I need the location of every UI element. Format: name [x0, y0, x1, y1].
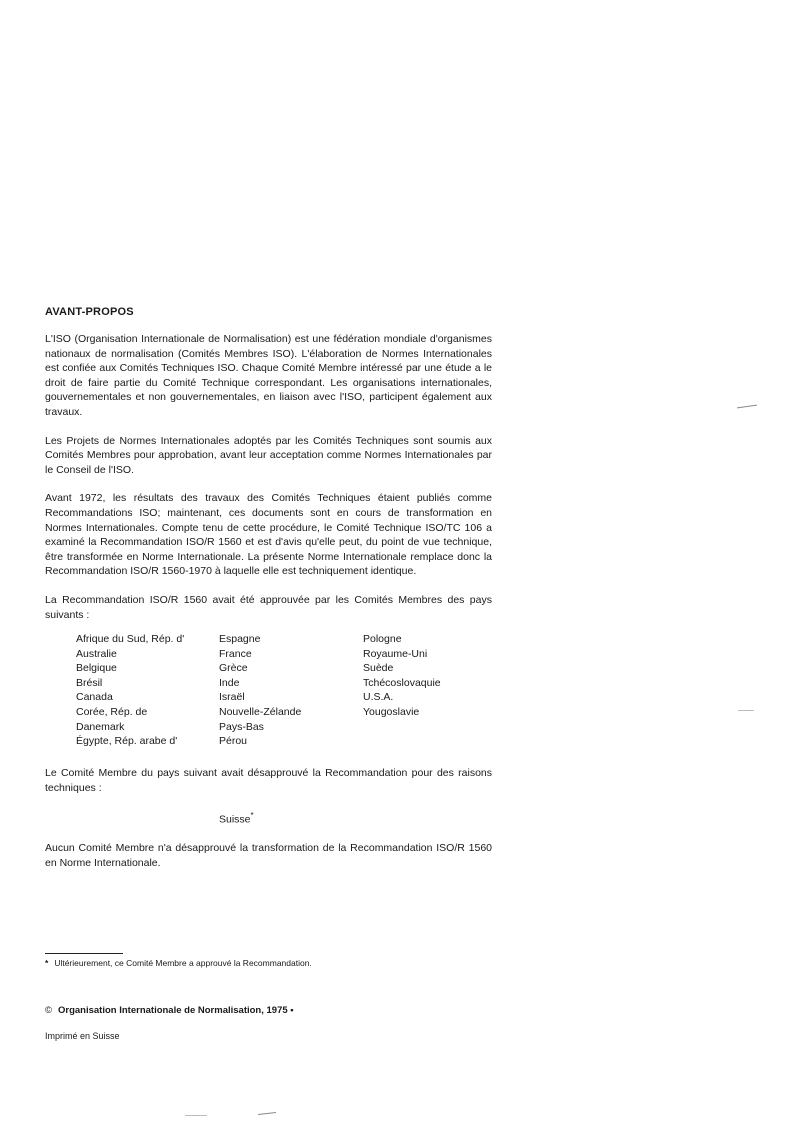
- paragraph-closing: Aucun Comité Membre n'a désapprouvé la transformation de la Recommandation ISO/R 1560 en Norme Internationale.: [45, 842, 492, 869]
- disapproving-country: [219, 809, 492, 827]
- country-item: Inde: [219, 676, 240, 689]
- approving-countries-list: [45, 632, 492, 750]
- country-item: Pologne: [363, 633, 402, 646]
- copyright-text: Organisation Internationale de Normalisation, 1975 •: [58, 1005, 294, 1016]
- copyright-line: [45, 1005, 294, 1016]
- country-item: Australie: [76, 647, 117, 660]
- country-item: Pérou: [219, 735, 248, 748]
- paragraph-draft-standards: Les Projets de Normes Internationales adoptés par les Comités Techniques sont soumis aux Comités Membres pour approbation, avant leur acceptation comme Normes Internationales par le Conseil de l'ISO.: [45, 434, 492, 476]
- country-item: Égypte, Rép. arabe d': [76, 735, 178, 748]
- printed-in: Imprimé en Suisse: [45, 1031, 120, 1041]
- country-item: France: [219, 647, 252, 660]
- footnote: [45, 958, 312, 968]
- paragraph-disapproval: Le Comité Membre du pays suivant avait désapprouvé la Recommandation pour des raisons techniques :: [45, 767, 492, 794]
- copyright-icon: ©: [45, 1005, 52, 1016]
- foreword-section: [45, 306, 492, 885]
- scan-speck: [185, 1115, 207, 1116]
- paragraph-iso-intro: L'ISO (Organisation Internationale de Normalisation) est une fédération mondiale d'organismes nationaux de normalisation (Comités Membres ISO). L'élaboration de Normes Internationales est confiée aux Comités Techniques ISO. Chaque Comité Membre intéressé par une étude a le droit de faire partie du Comité Technique correspondant. Les organisations internationales, gouvernementales et non gouvernementales, en liaison avec l'ISO, participent également aux travaux.: [45, 333, 492, 418]
- country-item: Danemark: [76, 720, 125, 733]
- country-item: Israël: [219, 691, 245, 704]
- country-item: Pays-Bas: [219, 720, 264, 733]
- disapproving-country-name: Suisse: [219, 813, 251, 826]
- footnote-reference: *: [250, 811, 254, 821]
- country-item: Nouvelle-Zélande: [219, 706, 302, 719]
- footnote-rule: [45, 953, 123, 954]
- section-title: AVANT-PROPOS: [45, 306, 134, 318]
- country-item: U.S.A.: [363, 691, 394, 704]
- footnote-mark: *: [45, 958, 49, 968]
- scan-speck: [737, 405, 757, 409]
- country-item: Suède: [363, 662, 394, 675]
- paragraph-recommendation-history: Avant 1972, les résultats des travaux des Comités Techniques étaient publiés comme Recommandations ISO; maintenant, ces documents sont en cours de transformation en Normes Internationales. Compte tenu de cette procédure, le Comité Technique ISO/TC 106 a examiné la Recommandation ISO/R 1560 et est d'avis qu'elle peut, du point de vue technique, être transformée en Norme Internationale. La présente Norme Internationale remplace donc la Recommandation ISO/R 1560-1970 à laquelle elle est techniquement identique.: [45, 492, 492, 578]
- footnote-text: Ultérieurement, ce Comité Membre a approuvé la Recommandation.: [54, 958, 312, 968]
- country-item: Royaume-Uni: [363, 647, 428, 660]
- country-item: Yougoslavie: [363, 706, 420, 719]
- country-item: Tchécoslovaquie: [363, 676, 441, 689]
- scan-speck: [738, 710, 754, 711]
- country-item: Canada: [76, 691, 113, 704]
- countries-column-1: [76, 632, 184, 749]
- country-item: Grèce: [219, 662, 248, 675]
- country-item: Belgique: [76, 662, 117, 675]
- paragraph-approval-intro: La Recommandation ISO/R 1560 avait été approuvée par les Comités Membres des pays suivants :: [45, 593, 492, 621]
- country-item: Brésil: [76, 676, 103, 689]
- countries-column-3: [363, 632, 441, 720]
- scan-speck: [258, 1112, 276, 1115]
- countries-column-2: [219, 632, 301, 749]
- country-item: Corée, Rép. de: [76, 706, 148, 719]
- country-item: Afrique du Sud, Rép. d': [76, 633, 185, 646]
- country-item: Espagne: [219, 633, 261, 646]
